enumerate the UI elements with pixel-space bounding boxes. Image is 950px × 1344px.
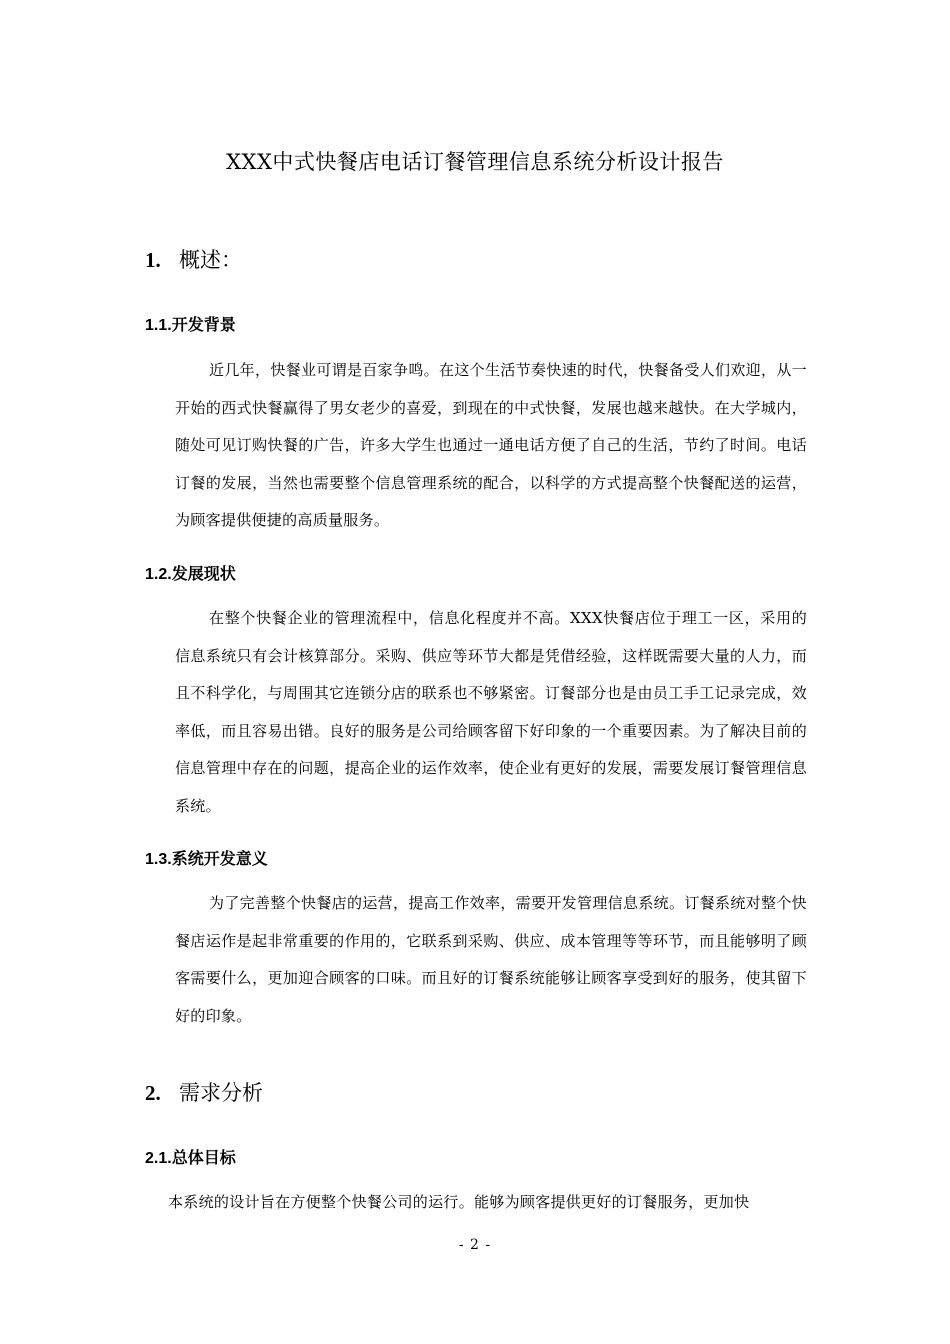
paragraph-2-1: 本系统的设计旨在方便整个快餐公司的运行。能够为顾客提供更好的订餐服务，更加快 [168,1193,750,1211]
page-number: - 2 - [458,1237,492,1253]
section-title: 需求分析 [179,1081,263,1105]
subsection-heading-1-1: 1.1.开发背景 [145,317,236,334]
document-title: XXX中式快餐店电话订餐管理信息系统分析设计报告 [226,150,724,174]
paragraph-1-3: 为了完善整个快餐店的运营，提高工作效率，需要开发管理信息系统。订餐系统对整个快餐店运作是起非常重要的作用的，它联系到采购、供应、成本管理等等环节，而且能够明了顾客需要什么，更加迎合顾客的口味。而且好的订餐系统能够让顾客享受到好的服务，使其留下好的印象。 [175,894,807,1025]
subsection-heading-1-2: 1.2.发展现状 [145,566,236,583]
section-title: 概述： [179,248,242,272]
subsection-heading-1-3: 1.3.系统开发意义 [145,851,268,868]
paragraph-1-2: 在整个快餐企业的管理流程中，信息化程度并不高。XXX快餐店位于理工一区，采用的信息系统只有会计核算部分。采购、供应等环节大都是凭借经验，这样既需要大量的人力，而且不科学化，与周围其它连锁分店的联系也不够紧密。订餐部分也是由员工手工记录完成，效率低，而且容易出错。良好的服务是公司给顾客留下好印象的一个重要因素。为了解决目前的信息管理中存在的问题，提高企业的运作效率，使企业有更好的发展，需要发展订餐管理信息系统。 [175,609,807,815]
section-heading-1 [145,245,242,275]
paragraph-1-1: 近几年，快餐业可谓是百家争鸣。在这个生活节奏快速的时代，快餐备受人们欢迎，从一开始的西式快餐赢得了男女老少的喜爱，到现在的中式快餐，发展也越来越快。在大学城内，随处可见订购快餐的广告，许多大学生也通过一通电话方便了自己的生活，节约了时间。电话订餐的发展，当然也需要整个信息管理系统的配合，以科学的方式提高整个快餐配送的运营，为顾客提供便捷的高质量服务。 [175,361,807,530]
section-number: 2. [145,1081,161,1105]
section-heading-2 [145,1078,263,1108]
section-number: 1. [145,248,161,272]
subsection-heading-2-1: 2.1.总体目标 [145,1150,236,1167]
